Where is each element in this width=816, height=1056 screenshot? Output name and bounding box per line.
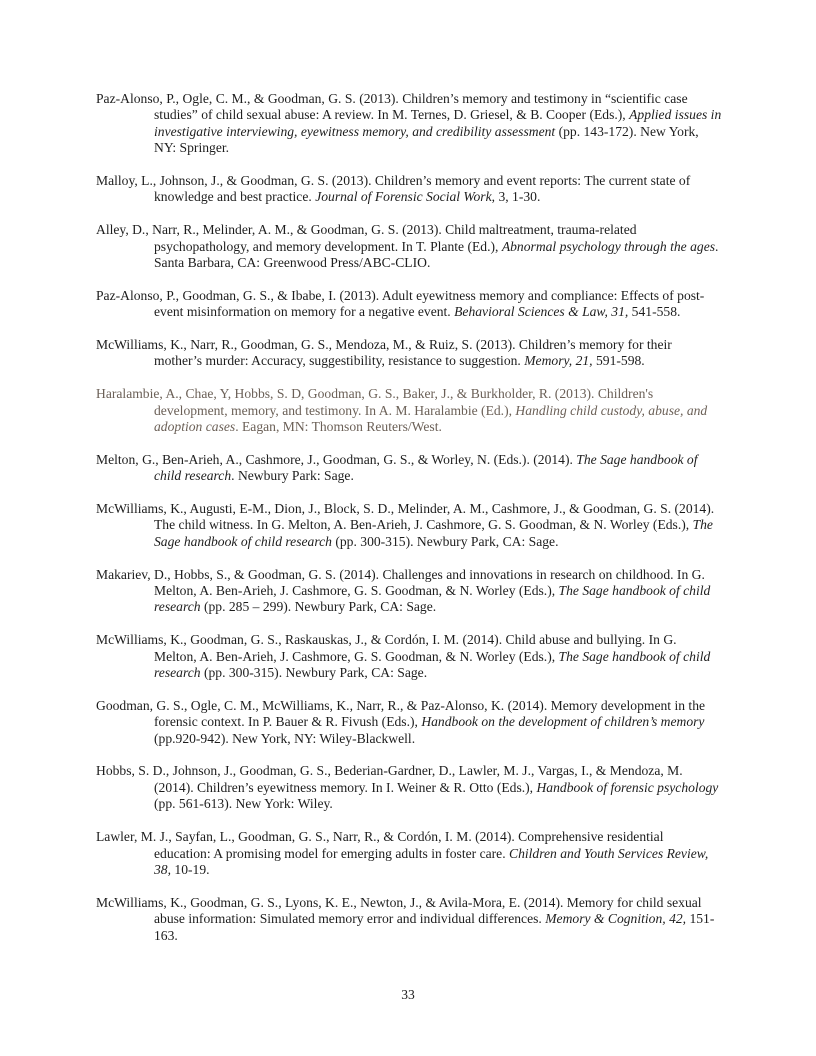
page-number: 33 (401, 987, 415, 1002)
reference-text: . Newbury Park: Sage. (231, 468, 354, 484)
reference-text: Paz-Alonso, P., Goodman, G. S., & Ibabe, I. (2013). Adult eyewitness memory and compliance: Effects of post-event misinformation on memory for a negative event. (96, 287, 705, 320)
reference-title-italic: The Sage handbook of child research (154, 583, 711, 615)
reference-entry (96, 337, 722, 370)
reference-title-italic: Handbook on the development of children’s memory (421, 714, 705, 730)
reference-text: (pp. 143-172). New York, NY: Springer. (154, 123, 699, 156)
reference-entry (96, 452, 722, 485)
reference-text: (pp. 300-315). Newbury Park, CA: Sage. (331, 533, 559, 549)
reference-text: Lawler, M. J., Sayfan, L., Goodman, G. S., Narr, R., & Cordón, I. M. (2014). Comprehensive residential education: A promising model for emerging adults in foster care. (96, 829, 664, 861)
reference-text: Alley, D., Narr, R., Melinder, A. M., & Goodman, G. S. (2013). Child maltreatment, trauma-related psychopathology, and memory development. In T. Plante (Ed.), (96, 222, 637, 254)
reference-entry (96, 222, 722, 271)
reference-entry (96, 91, 722, 157)
reference-text: , 3, 1-30. (491, 189, 541, 205)
reference-title-italic: Applied issues in investigative interviewing, eyewitness memory, and credibility assessment (154, 107, 722, 139)
reference-text: Haralambie, A., Chae, Y, Hobbs, S. D, Goodman, G. S., Baker, J., & Burkholder, R. (2013). Children's development, memory, and testimony. In A. M. Haralambie (Ed.), (96, 386, 654, 418)
reference-text: 10-19. (171, 861, 210, 877)
reference-list (96, 91, 722, 960)
reference-title-italic: Behavioral Sciences & Law, 31, (454, 304, 629, 320)
reference-entry (96, 501, 722, 550)
reference-title-italic: Memory, 21, (524, 353, 593, 369)
reference-text: (pp. 561-613). New York: Wiley. (154, 796, 333, 812)
reference-entry (96, 173, 722, 206)
reference-text: (pp.920-942). New York, NY: Wiley-Blackwell. (154, 730, 416, 746)
reference-text: . Eagan, MN: Thomson Reuters/West. (235, 419, 442, 435)
reference-text: (pp. 300-315). Newbury Park, CA: Sage. (200, 665, 428, 681)
reference-title-italic: Children and Youth Services Review, 38, (154, 845, 709, 877)
reference-text: McWilliams, K., Goodman, G. S., Lyons, K. E., Newton, J., & Avila-Mora, E. (2014). Memory for child sexual abuse information: Simulated memory error and individual differences. (96, 894, 702, 927)
reference-text: 541-558. (628, 304, 681, 320)
reference-text: . Santa Barbara, CA: Greenwood Press/ABC-CLIO. (154, 238, 719, 271)
reference-title-italic: The Sage handbook of child research (154, 451, 698, 484)
reference-entry (96, 829, 722, 878)
reference-entry (96, 567, 722, 616)
reference-title-italic: Memory & Cognition, 42, (545, 911, 687, 927)
reference-entry (96, 698, 722, 747)
reference-text: 151-163. (154, 911, 715, 943)
reference-entry (96, 288, 722, 321)
reference-text: McWilliams, K., Augusti, E-M., Dion, J., Block, S. D., Melinder, A. M., Cashmore, J., & Goodman, G. S. (2014). The child witness. In G. Melton, A. Ben-Arieh, J. Cashmore, G. S. Goodman, & N. Worley (Eds.), (96, 501, 715, 533)
reference-text: (pp. 285 – 299). Newbury Park, CA: Sage. (200, 599, 437, 615)
page-footer (0, 986, 816, 1004)
reference-entry (96, 763, 722, 812)
reference-title-italic: The Sage handbook of child research (154, 517, 713, 549)
reference-title-italic: Abnormal psychology through the ages (501, 238, 716, 254)
reference-text: Goodman, G. S., Ogle, C. M., McWilliams, K., Narr, R., & Paz-Alonso, K. (2014). Memory development in the forensic context. In P. Bauer & R. Fivush (Eds.), (96, 697, 706, 730)
reference-text: Hobbs, S. D., Johnson, J., Goodman, G. S., Bederian-Gardner, D., Lawler, M. J., Vargas, I., & Mendoza, M. (2014). Children’s eyewitness memory. In I. Weiner & R. Otto (Eds.), (96, 763, 683, 795)
reference-title-italic: The Sage handbook of child research (154, 648, 711, 681)
reference-title-italic: Handling child custody, abuse, and adoption cases (154, 402, 708, 435)
reference-text: Melton, G., Ben-Arieh, A., Cashmore, J., Goodman, G. S., & Worley, N. (Eds.). (2014). (96, 451, 577, 467)
reference-title-italic: Journal of Forensic Social Work (315, 189, 492, 205)
reference-title-italic: Handbook of forensic psychology (536, 779, 719, 795)
reference-entry (96, 895, 722, 944)
reference-text: McWilliams, K., Narr, R., Goodman, G. S., Mendoza, M., & Ruiz, S. (2013). Children’s memory for their mother’s murder: Accuracy, suggestibility, resistance to suggestion. (96, 337, 672, 369)
reference-entry (96, 632, 722, 681)
reference-text: Paz-Alonso, P., Ogle, C. M., & Goodman, G. S. (2013). Children’s memory and testimony in “scientific case studies” of child sexual abuse: A review. In M. Ternes, D. Griesel, & B. Cooper (Eds.), (96, 91, 688, 123)
reference-text: 591-598. (592, 353, 645, 369)
reference-text: Malloy, L., Johnson, J., & Goodman, G. S. (2013). Children’s memory and event reports: The current state of knowledge and best practice. (96, 173, 691, 205)
reference-text: McWilliams, K., Goodman, G. S., Raskauskas, J., & Cordón, I. M. (2014). Child abuse and bullying. In G. Melton, A. Ben-Arieh, J. Cashmore, G. S. Goodman, & N. Worley (Eds.), (96, 632, 677, 664)
reference-entry (96, 386, 722, 435)
reference-text: Makariev, D., Hobbs, S., & Goodman, G. S. (2014). Challenges and innovations in research on childhood. In G. Melton, A. Ben-Arieh, J. Cashmore, G. S. Goodman, & N. Worley (Eds.), (96, 566, 705, 599)
